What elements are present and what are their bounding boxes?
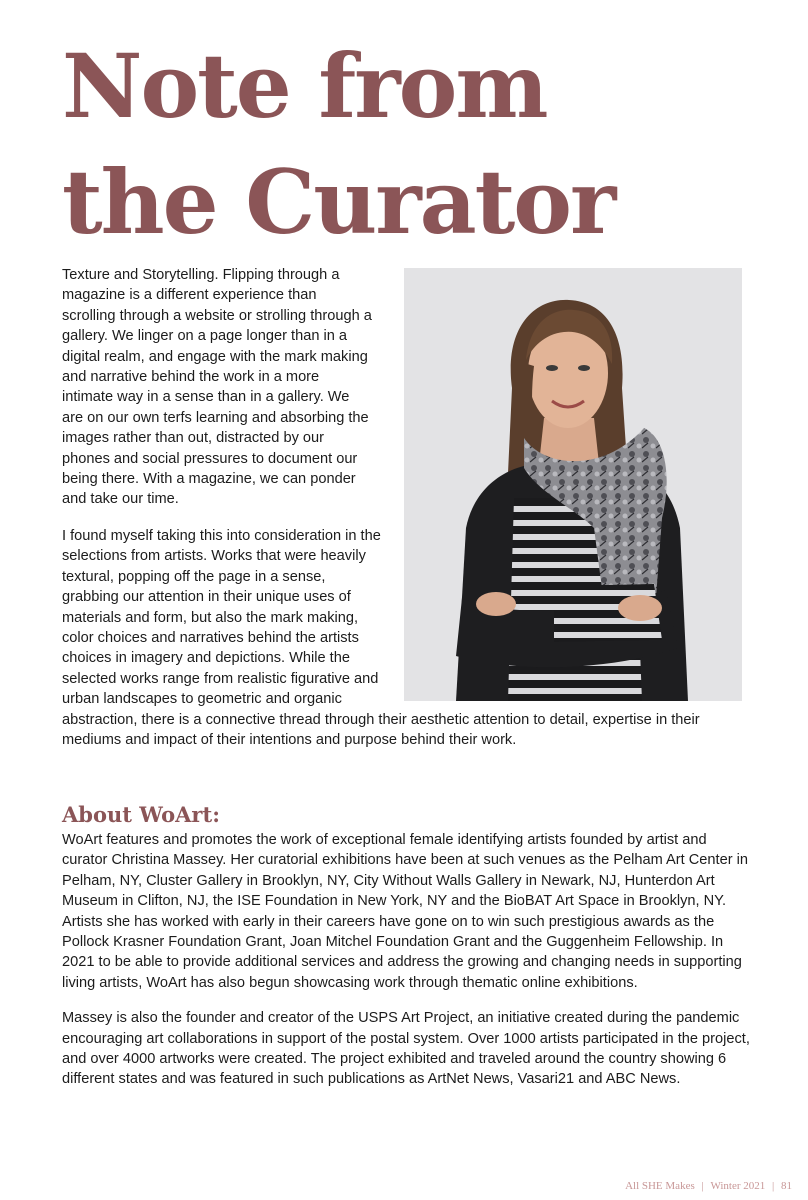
about-paragraph-1: WoArt features and promotes the work of exceptional female identifying artists founded by artist and curator Christina Massey. Her curatorial exhibitions have been at such venues as the Pelham Art Center in Pelham, NY, Cluster Gallery in Brooklyn, NY, City Without Walls Gallery in Newark, NJ, Hunterdon Art Museum in Clifton, NJ, the ISE Foundation in New York, NY and the BioBAT Art Space in Brooklyn, NY. Artists she has worked with early in their careers have gone on to win such prestigious awards as the Pollock Krasner Foundation Grant, Joan Mitchel Foundation Grant and the Guggenheim Fellowship. In 2021 to be able to provide additional services and address the growing and changing needs in supporting living artists, WoArt has also begun showcasing work through thematic online exhibitions. <box>62 832 748 991</box>
page-title <box>62 28 614 260</box>
page-footer <box>623 1180 794 1192</box>
about-heading: About WoArt: <box>62 802 220 827</box>
footer-page-number: 81 <box>781 1180 792 1192</box>
about-section <box>62 802 752 1105</box>
title-line-2: the Curator <box>62 150 615 254</box>
intro-section <box>62 265 742 766</box>
footer-issue: Winter 2021 <box>710 1180 766 1192</box>
title-line-1: Note from <box>62 34 547 138</box>
about-paragraph-2: Massey is also the founder and creator of the USPS Art Project, an initiative created during the pandemic encouraging art collaborations in support of the postal system. Over 1000 artists participated in the project, and over 4000 artworks were created. The project exhibited and traveled around the country showing 6 different states and was featured in such publications as ArtNet News, Vasari21 and ABC News. <box>62 1010 750 1088</box>
footer-separator-1: | <box>701 1180 704 1192</box>
curator-portrait <box>404 268 742 701</box>
intro-paragraph-2: I found myself taking this into consideration in the selections from artists. Works that were heavily textural, popping off the page in a sense, grabbing our attention in their unique uses of materials and form, but also the mark making, color choices and narratives behind the artists choices in imagery and depictions. While the selected works range from realistic figurative and urban landscapes to geometric and organic abstraction, there is a connective thread through their aesthetic attention to detail, expertise in their mediums and impact of their intentions and purpose behind their work. <box>62 527 700 748</box>
intro-paragraph-1: Texture and Storytelling. Flipping through a magazine is a different experience than scrolling through a website or strolling through a gallery. We linger on a page longer than in a digital realm, and engage with the mark making and narrative behind the work in a more intimate way in a sense than in a gallery. We are on our own terfs learning and absorbing the images rather than out, distracted by our phones and social pressures to document our being there. With a magazine, we can ponder and take our time. <box>62 267 372 508</box>
footer-publication: All SHE Makes <box>625 1180 695 1192</box>
footer-separator-2: | <box>772 1180 775 1192</box>
